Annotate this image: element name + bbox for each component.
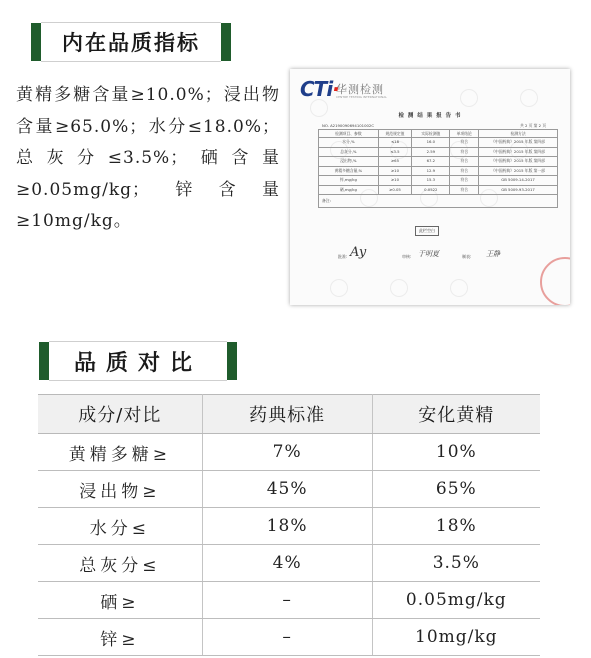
- banner-left-bar: [39, 342, 49, 380]
- report-results-table: [318, 129, 558, 208]
- product-cell: 10mg/kg: [372, 619, 540, 656]
- product-cell: 18%: [372, 508, 540, 545]
- comparison-row: [38, 434, 540, 471]
- report-cell: 锌,mg/kg: [319, 176, 379, 186]
- ingredient-cell: 硒≥: [38, 582, 202, 619]
- report-row: [319, 147, 558, 157]
- report-cell: 硒,mg/kg: [319, 185, 379, 195]
- report-cell: 《中国药典》2015 年版 第四部: [479, 157, 558, 167]
- product-cell: 65%: [372, 471, 540, 508]
- report-row: [319, 138, 558, 148]
- report-col-conclusion: 单项结论: [450, 130, 479, 138]
- report-cell: ≥10: [378, 176, 411, 186]
- report-cell: GB 5009.93-2017: [479, 185, 558, 195]
- approver-label: 批准:: [338, 254, 348, 259]
- report-cell: 《中国药典》2015 年版 第四部: [479, 138, 558, 148]
- report-cell: 符合: [450, 157, 479, 167]
- report-page-info: 共 2 页 第 2 页: [520, 123, 547, 128]
- comparison-row: [38, 619, 540, 656]
- comparison-row: [38, 471, 540, 508]
- report-number: NO. A2190090694101002C: [322, 123, 374, 128]
- report-note: 备注:: [319, 195, 558, 208]
- header-anhua-huangjing: 安化黄精: [372, 395, 540, 434]
- checker-label: 制表:: [462, 254, 472, 259]
- report-cell: 浸出物,%: [319, 157, 379, 167]
- report-cell: ≤3.5: [378, 147, 411, 157]
- report-cell: 15.3: [412, 176, 450, 186]
- comparison-row: [38, 508, 540, 545]
- cti-logo-chinese: 华测检测: [336, 83, 384, 96]
- banner-left-bar: [31, 23, 41, 61]
- report-row: [319, 166, 558, 176]
- comparison-row: [38, 582, 540, 619]
- checker-signature: 王静: [486, 250, 500, 258]
- header-pharmacopoeia: 药典标准: [202, 395, 372, 434]
- standard-cell: 7%: [202, 434, 372, 471]
- report-row: [319, 176, 558, 186]
- quality-indicators-title: 内在品质指标: [41, 22, 221, 62]
- report-cell: 《中国药典》2015 年版 第一部: [479, 166, 558, 176]
- report-cell: GB 5009.14-2017: [479, 176, 558, 186]
- product-cell: 3.5%: [372, 545, 540, 582]
- report-cell: ≥10: [378, 166, 411, 176]
- approver-signature: Ay: [350, 245, 367, 260]
- cti-logo-subtitle: CENTRE TESTING INTERNATIONAL: [336, 95, 387, 99]
- report-cell: 符合: [450, 166, 479, 176]
- report-cell: 2.59: [412, 147, 450, 157]
- report-cell: 0.0522: [412, 185, 450, 195]
- report-cell: 符合: [450, 185, 479, 195]
- reviewer-signature: 于明夏: [418, 250, 439, 258]
- ingredient-cell: 黄精多糖≥: [38, 434, 202, 471]
- report-cell: ≥65: [378, 157, 411, 167]
- reviewer-label: 审核:: [402, 254, 412, 259]
- comparison-header-row: [38, 395, 540, 434]
- report-note-row: [319, 195, 558, 208]
- comparison-row: [38, 545, 540, 582]
- standard-cell: 4%: [202, 545, 372, 582]
- product-cell: 10%: [372, 434, 540, 471]
- report-col-item: 检测项目、参数: [319, 130, 379, 138]
- report-cell: 符合: [450, 138, 479, 148]
- report-cell: ≤18: [378, 138, 411, 148]
- quality-comparison-table: [38, 394, 540, 656]
- standard-cell: –: [202, 619, 372, 656]
- report-cell: ≥0.05: [378, 185, 411, 195]
- report-cell: 12.9: [412, 166, 450, 176]
- ingredient-cell: 浸出物≥: [38, 471, 202, 508]
- report-col-value: 实际检测值: [412, 130, 450, 138]
- report-col-spec: 规范规定值: [378, 130, 411, 138]
- report-cell: 符合: [450, 147, 479, 157]
- report-title: 检 测 结 果 报 告 书: [398, 113, 462, 119]
- report-col-method: 检测方法: [479, 130, 558, 138]
- ingredient-cell: 总灰分≤: [38, 545, 202, 582]
- quality-comparison-banner: [39, 342, 237, 380]
- report-row: [319, 157, 558, 167]
- report-cell: 黄精多糖含量,%: [319, 166, 379, 176]
- banner-right-bar: [221, 23, 231, 61]
- header-ingredient: 成分/对比: [38, 395, 202, 434]
- product-cell: 0.05mg/kg: [372, 582, 540, 619]
- report-cell: 《中国药典》2015 年版 第四部: [479, 147, 558, 157]
- report-row: [319, 185, 558, 195]
- standard-cell: 18%: [202, 508, 372, 545]
- quality-comparison-title: 品质对比: [49, 341, 227, 381]
- quality-description: 黄精多糖含量≥10.0%；浸出物含量≥65.0%；水分≤18.0%；总灰分≤3.5%；硒含量≥0.05mg/kg；锌含量≥10mg/kg。: [16, 85, 280, 231]
- standard-cell: –: [202, 582, 372, 619]
- ingredient-cell: 锌≥: [38, 619, 202, 656]
- report-cell: 水分,%: [319, 138, 379, 148]
- banner-right-bar: [227, 342, 237, 380]
- report-cell: 16.0: [412, 138, 450, 148]
- standard-cell: 45%: [202, 471, 372, 508]
- report-table-header: [319, 130, 558, 138]
- report-cell: 符合: [450, 176, 479, 186]
- report-end-mark: 此栏空白: [415, 226, 439, 236]
- report-cell: 67.2: [412, 157, 450, 167]
- report-cell: 总灰分,%: [319, 147, 379, 157]
- ingredient-cell: 水分≤: [38, 508, 202, 545]
- red-seal-stamp: [540, 257, 570, 305]
- quality-indicators-banner: [31, 23, 231, 61]
- cti-logo: CTi·: [300, 77, 339, 101]
- test-report-image: [290, 69, 570, 305]
